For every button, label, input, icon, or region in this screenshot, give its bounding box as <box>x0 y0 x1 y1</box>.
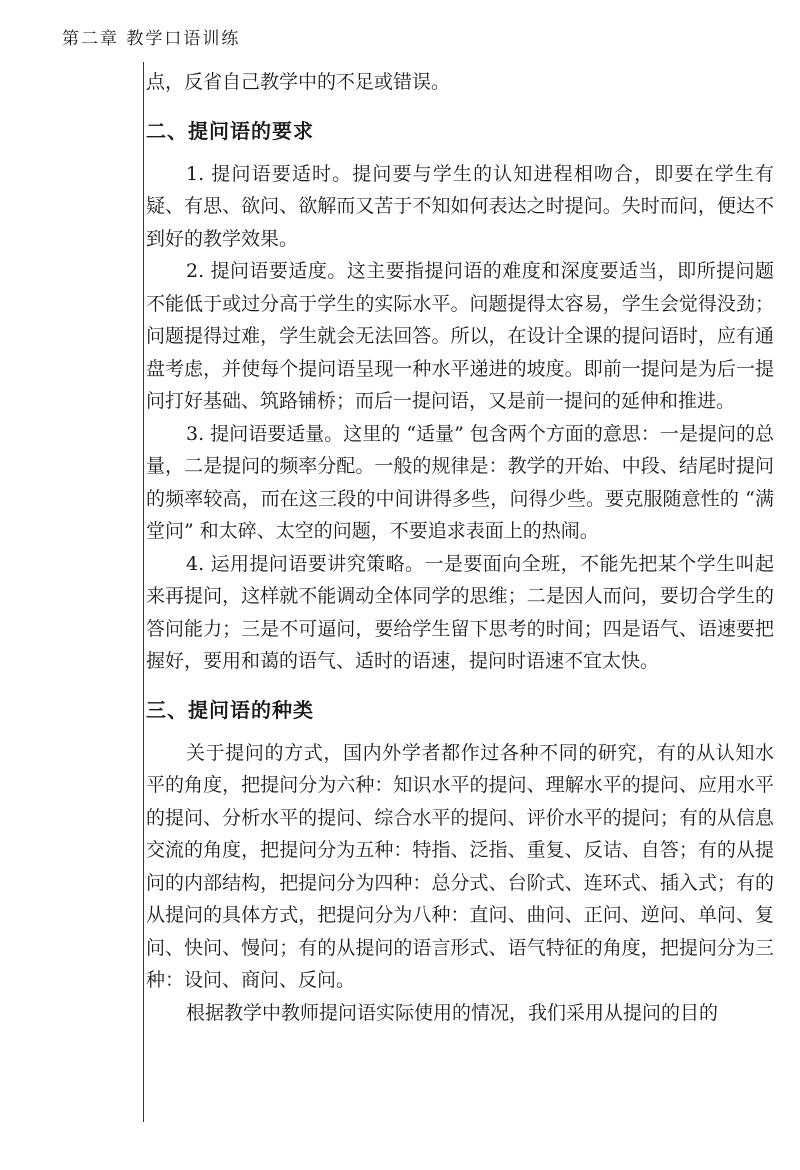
requirement-item-2: 2. 提问语要适度。这主要指提问语的难度和深度要适当，即所提问题不能低于或过分高于学生的实际水平。问题提得太容易，学生会觉得没劲；问题提得过难，学生就会无法回答。所以，在设计全课的提问语时，应有通盘考虑，并使每个提问语呈现一种水平递进的坡度。即前一提问是为后一提问打好基础、筑路铺桥；而后一提问语，又是前一提问的延伸和推进。 <box>146 260 774 412</box>
section-heading-requirements: 二、提问语的要求 <box>146 118 314 143</box>
requirement-item-1: 1. 提问语要适时。提问要与学生的认知进程相吻合，即要在学生有疑、有思、欲问、欲解而又苦于不知如何表达之时提问。失时而问，便达不到好的教学效果。 <box>146 162 774 250</box>
continuation-paragraph: 点，反省自己教学中的不足或错误。 <box>146 71 451 93</box>
section-heading-types: 三、提问语的种类 <box>146 697 314 722</box>
page-body <box>146 66 774 1029</box>
types-paragraph-1: 关于提问的方式，国内外学者都作过各种不同的研究，有的从认知水平的角度，把提问分为六种：知识水平的提问、理解水平的提问、应用水平的提问、分析水平的提问、综合水平的提问、评价水平的提问；有的从信息交流的角度，把提问分为五种：特指、泛指、重复、反诘、自答；有的从提问的内部结构，把提问分为四种：总分式、台阶式、连环式、插入式；有的从提问的具体方式，把提问分为八种：直问、曲问、正问、逆问、单问、复问、快问、慢问；有的从提问的语言形式、语气特征的角度，把提问分为三种：设问、商问、反问。 <box>146 741 774 991</box>
requirement-item-4: 4. 运用提问语要讲究策略。一是要面向全班，不能先把某个学生叫起来再提问，这样就不能调动全体同学的思维；二是因人而问，要切合学生的答问能力；三是不可逼问，要给学生留下思考的时间；四是语气、语速要把握好，要用和蔼的语气、适时的语速，提问时语速不宜太快。 <box>146 552 774 672</box>
margin-rule <box>143 62 144 1122</box>
requirement-item-3: 3. 提问语要适量。这里的 “适量” 包含两个方面的意思：一是提问的总量，二是提问的频率分配。一般的规律是：教学的开始、中段、结尾时提问的频率较高，而在这三段的中间讲得多些，问得少些。要克服随意性的 “满堂问” 和太碎、太空的问题，不要追求表面上的热闹。 <box>146 422 774 542</box>
running-header: 第二章 教学口语训练 <box>62 29 241 49</box>
types-paragraph-2: 根据教学中教师提问语实际使用的情况，我们采用从提问的目的 <box>186 1001 719 1024</box>
